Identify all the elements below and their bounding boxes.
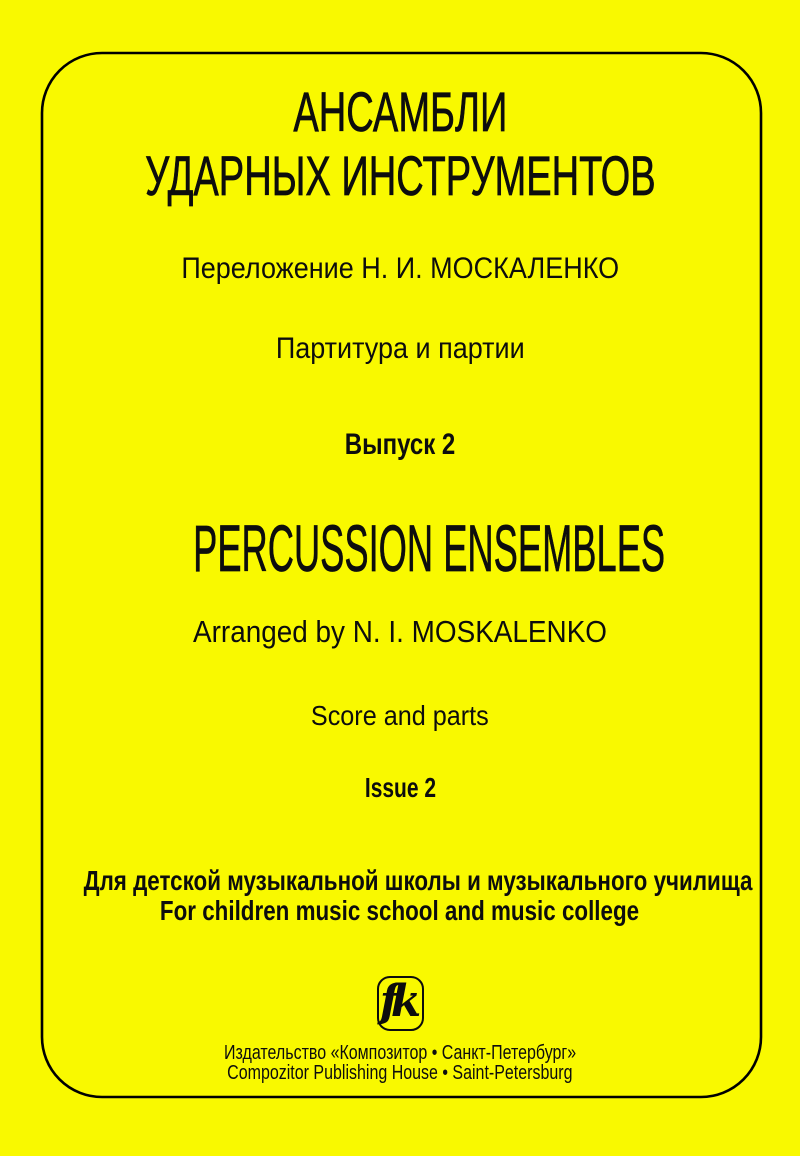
fk-monogram-icon: fk — [379, 975, 414, 1027]
publisher-logo — [377, 976, 424, 1031]
publisher-line-russian: Издательство «Композитор • Санкт-Петербург» — [223, 1042, 577, 1064]
issue-number-russian: Выпуск 2 — [344, 428, 456, 461]
title-russian-line1: АНСАМБЛИ — [292, 80, 508, 143]
score-and-parts-english: Score and parts — [311, 700, 489, 731]
title-russian — [0, 80, 800, 208]
publisher-line-english: Compozitor Publishing House • Saint-Petersburg — [227, 1061, 573, 1084]
audience-note — [0, 866, 800, 925]
audience-note-russian: Для детской музыкальной школы и музыкального училища — [83, 865, 753, 896]
publisher-imprint — [0, 1044, 800, 1083]
title-russian-line2: УДАРНЫХ ИНСТРУМЕНТОВ — [144, 144, 656, 207]
title-english: PERCUSSION ENSEMBLES — [193, 511, 666, 585]
score-and-parts-russian: Партитура и партии — [275, 332, 525, 365]
arranger-english: Arranged by N. I. MOSKALENKO — [192, 614, 607, 649]
issue-number-english: Issue 2 — [364, 772, 436, 803]
arranger-russian: Переложение Н. И. МОСКАЛЕНКО — [181, 252, 619, 285]
audience-note-english: For children music school and music college — [160, 894, 640, 926]
